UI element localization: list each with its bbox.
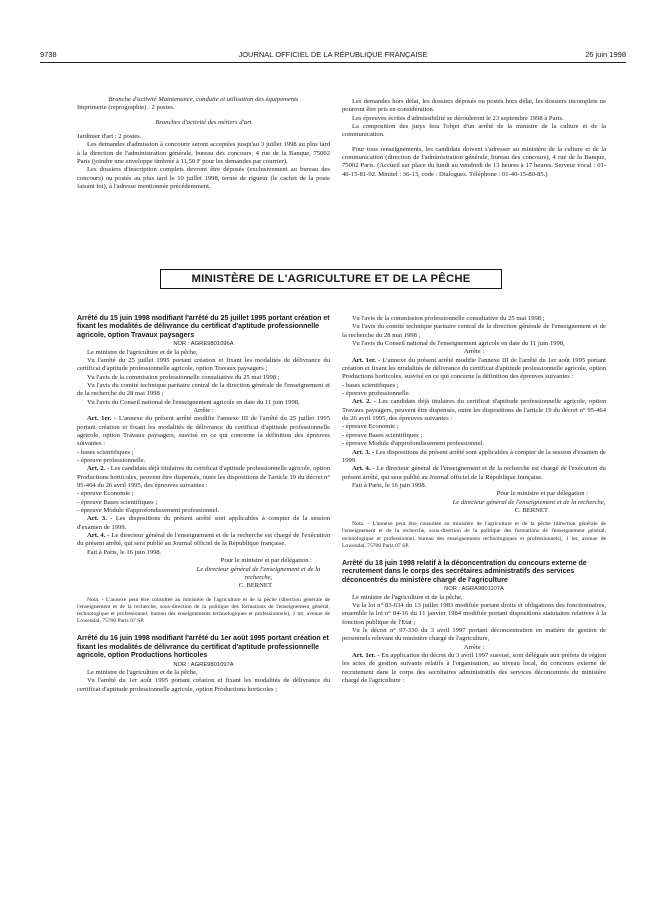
article-text: Le directeur général de l'enseignement et de la recherche est chargé de l'exécution du présent arrêté, qui sera publié au Journal officiel de la République française. [77,532,330,548]
arrete1-article-2 [77,465,330,490]
journal-title: JOURNAL OFFICIEL DE LA RÉPUBLIQUE FRANÇAISE [238,50,428,59]
list-item: - bases scientifiques ; [342,381,399,389]
arrete2-article-4 [342,465,606,482]
article-label: Art. 4. - [87,532,110,540]
arrete1-article-1 [77,415,330,448]
article-text: Les candidats déjà titulaires du certificat d'aptitude professionnelle agricole, option Productions horticoles, peuvent être dispensés, outre les dispositions de l'article 19 du décret n° 95-464 du 26 avril 1995, des épreuves suivantes : [77,465,330,490]
arrete1-delegation: Pour le ministre et par délégation : [220,557,312,565]
list-item: - épreuve Bases scientifiques ; [77,498,158,506]
article-label: Art. 2. - [87,465,110,473]
arrete2-visa: Vu l'avis du comité technique paritaire central de la direction générale de l'enseignement et de la recherche du 28 mai 1998 ; [342,323,606,339]
arrete1-visa: Vu l'arrêté du 25 juillet 1995 portant création et fixant les modalités de délivrance du certificat d'aptitude professionnelle agricole, option Travaux paysagers ; [77,356,330,373]
arrete2-article-2 [342,398,606,423]
arrete1-article-4 [77,532,330,549]
arrete1-arrete: Arrête : [193,406,214,414]
arrete3-visa: Le ministre de l'agriculture et de la pêche, [352,593,463,601]
article-text: L'annexe du présent arrêté modifie l'annexe III de l'arrêté du 25 juillet 1995 portant création et fixant les modalités de délivrance du certificat d'aptitude professionnelle agricole, option Travaux paysagers, susvisé en ce qui concerne la définition des épreuves suivantes : [77,415,331,448]
arrete2-visa: Vu l'avis du Conseil national de l'enseignement agricole en date du 11 juin 1998, [352,340,565,348]
arrete1-signature: C. BERNET [238,582,272,590]
article-label: Art. 3. - [352,448,375,456]
branch-heading-maintenance: Branche d'activité Maintenance, conduite et utilisation des équipements [108,96,299,103]
arrete2-arrete: Arrête : [463,348,485,356]
arrete3-visa: Vu le décret n° 97-330 du 3 avril 1997 portant déconcentration en matière de gestion de personnels relevant du ministère chargé de l'agriculture, [342,627,606,643]
bottom-left-column [77,315,330,694]
article-text: Les candidats déjà titulaires du certificat d'aptitude professionnelle agricole, option Travaux paysagers, peuvent être dispensés, outre les dispositions de l'article 19 du décret n° 95-464 du 26 avril 1995, des épreuves suivantes : [342,398,606,423]
arrete2-fait: Fait à Paris, le 16 juin 1998. [352,481,427,489]
imprimerie-line: Imprimerie (reprographie) : 2 postes. [77,104,175,112]
list-item: - épreuve professionnelle. [342,390,411,398]
article-label: Art. 1er. - [352,356,381,364]
branch-heading-metiers: Branches d'activité des métiers d'art [155,118,252,126]
jurys-paragraph: La composition des jurys fera l'objet d'un arrêté de la ministre de la culture et de la communication. [342,123,606,139]
top-right-column [342,98,606,179]
list-item: - épreuve Economie ; [342,423,399,431]
arrete3-nor: NOR : AGRA9801107A [444,586,504,593]
arrete1-visa: Vu l'avis de la commission professionnelle consultative du 25 mai 1998 ; [87,373,280,381]
ministry-heading: MINISTÈRE DE L'AGRICULTURE ET DE LA PÊCHE [160,269,502,289]
arrete2-article-1 [342,357,606,382]
arrete1-nor: NOR : AGRE9801096A [173,341,234,348]
arrete1-nota: Nota. - L'annexe peut être consultée au ministère de l'agriculture et de la pêche (direction générale de l'enseignement et de la recherche, sous-direction de la politique des formations de l'enseignement général, technologique et professionnel, bureau des enseignements technologiques et professionnels), 1 ter, avenue de Lowendal, 75700 Paris 07 SP. [77,596,330,625]
article-label: Art. 4. - [352,465,375,473]
arrete1-visa: Vu l'avis du Conseil national de l'enseignement agricole en date du 11 juin 1998, [87,398,300,406]
page-number: 9738 [40,50,57,59]
top-left-column [77,96,330,191]
arrete2-signature: C. BERNET [514,506,548,514]
arrete2-directeur: Le directeur général de l'enseignement et de la recherche, [452,498,606,506]
hors-delai-paragraph: Les demandes hors délai, les dossiers déposés ou postés hors délai, les dossiers incomplets ne pourront être pris en considération. [342,98,606,114]
issue-date: 26 juin 1998 [585,50,626,59]
list-item: - épreuve Economie ; [77,490,134,498]
arrete3-article-1 [342,652,606,685]
article-text: Le directeur général de l'enseignement et de la recherche est chargé de l'exécution du présent arrêté, qui sera publié au Journal officiel de la République française. [342,465,606,481]
article-label: Art. 2. - [352,398,376,406]
arrete1-visa: Vu l'avis du comité technique paritaire central de la direction générale de l'enseignement et de la recherche du 28 mai 1998 ; [77,381,330,398]
arrete2-title: Arrêté du 16 juin 1998 modifiant l'arrêté du 1er août 1995 portant création et fixant les modalités de délivrance du certificat d'aptitude professionnelle agricole, option Productions horticoles [77,635,329,660]
article-text: Les dispositions du présent arrêté sont applicables à compter de la session d'examen de 1999. [342,448,606,464]
arrete2-article-3 [342,449,606,466]
bottom-right-column [342,315,606,685]
arrete1-visa: Le ministre de l'agriculture et de la pêche, [87,348,198,356]
arrete2-visa: Le ministre de l'agriculture et de la pêche, [87,668,198,676]
arrete1-directeur: Le directeur général de l'enseignement et de la recherche, [196,565,321,581]
article-label: Art. 1er. - [352,652,380,660]
list-item: - bases scientifiques ; [77,448,134,456]
arrete2-delegation: Pour le ministre et par délégation : [496,490,588,498]
article-label: Art. 3. - [87,515,113,523]
demandes-paragraph: Les demandes d'admission à concourir seront acceptées jusqu'au 3 juillet 1998 au plus tard à la direction de l'administration générale, bureau des concours, 4 rue de la Banque, 75002 Paris (joindre une enveloppe timbrée à 11,50 F pour les demandes par courrier). [77,141,330,166]
list-item: - épreuve Module d'approfondissement professionnel. [342,440,485,448]
arrete2-nota: Nota. - L'annexe peut être consultée au ministère de l'agriculture et de la pêche (direction générale de l'enseignement et de la recherche, sous-direction de la politique des formations de l'enseignement général, technologique et professionnel, bureau des enseignements technologiques et professionnels), 1 ter, avenue de Lowendal, 75700 Paris 07 SP. [342,521,606,549]
list-item: - épreuve Module d'approfondissement professionnel. [77,507,220,515]
article-label: Art. 1er. - [87,415,117,423]
list-item: - épreuve professionnelle. [77,457,146,465]
dossiers-paragraph: Les dossiers d'inscription complets devront être déposés (exclusivement au bureau des concours) ou postés au plus tard le 10 juillet 1998, terme de rigueur (le cachet de la poste faisant foi), à l'adresse mentionnée précédemment. [77,166,330,191]
arrete2-visa: Vu l'avis de la commission professionnelle consultative du 25 mai 1998 ; [352,315,545,322]
renseignements-paragraph: Pour tous renseignements, les candidats doivent s'adresser au ministère de la culture et de la communication (direction de l'administration générale, bureau des concours), 4 rue de la Banque, 75002 Paris. (Accueil sur place du lundi au vendredi de 13 heures à 17 heures. Serveur vocal : 01-40-15-81-92. Minitel : 36-13, code : Dialogues. Téléphone : 01-40-15-80-85.) [342,145,606,178]
article-text: Les dispositions du présent arrêté sont applicables à compter de la session d'examen de 1999. [77,515,330,531]
arrete3-visa: Vu la loi n° 83-634 du 13 juillet 1983 modifiée portant droits et obligations des fonctionnaires, ensemble la loi n° 84-16 du 11 janvier 1984 modifiée portant dispositions statutaires relatives à la fonction publique de l'Etat ; [342,601,606,626]
article-text: L'annexe du présent arrêté modifie l'annexe III de l'arrêté du 1er août 1995 portant création et fixant les modalités de délivrance du certificat d'aptitude professionnelle agricole, option Productions horticoles, susvisé en ce qui concerne la définition des épreuves suivantes : [342,356,607,381]
arrete1-article-3 [77,515,330,532]
list-item: - épreuve Bases scientifiques ; [342,431,423,439]
epreuves-paragraph: Les épreuves écrites d'admissibilité se dérouleront le 23 septembre 1998 à Paris. [352,114,564,122]
jardinier-line: Jardinier d'art : 2 postes. [77,133,142,141]
header-rule [40,62,626,63]
arrete2-nor: NOR : AGRE9801097A [173,661,234,668]
arrete3-title: Arrêté du 18 juin 1998 relatif à la déconcentration du concours externe de recrutement dans le corps des secrétaires administratifs des services déconcentrés du ministère chargé de l'agriculture [342,560,587,584]
arrete1-title: Arrêté du 15 juin 1998 modifiant l'arrêté du 25 juillet 1995 portant création et fixant les modalités de délivrance du certificat d'aptitude professionnelle agricole, option Travaux paysagers [77,315,330,339]
arrete1-fait: Fait à Paris, le 16 juin 1998. [87,548,162,556]
article-text: En application du décret du 3 avril 1997 susvisé, sont délégués aux préfets de région les actes de gestion suivants relatifs à l'organisation, au niveau local, du concours externe de recrutement dans le corps des secrétaires administratifs des services déconcentrés du ministère chargé de l'agriculture : [342,652,607,685]
arrete2-visa: Vu l'arrêté du 1er août 1995 portant création et fixant les modalités de délivrance du certificat d'aptitude professionnelle agricole, option Productions horticoles ; [77,677,330,693]
arrete3-arrete: Arrête : [463,643,485,651]
